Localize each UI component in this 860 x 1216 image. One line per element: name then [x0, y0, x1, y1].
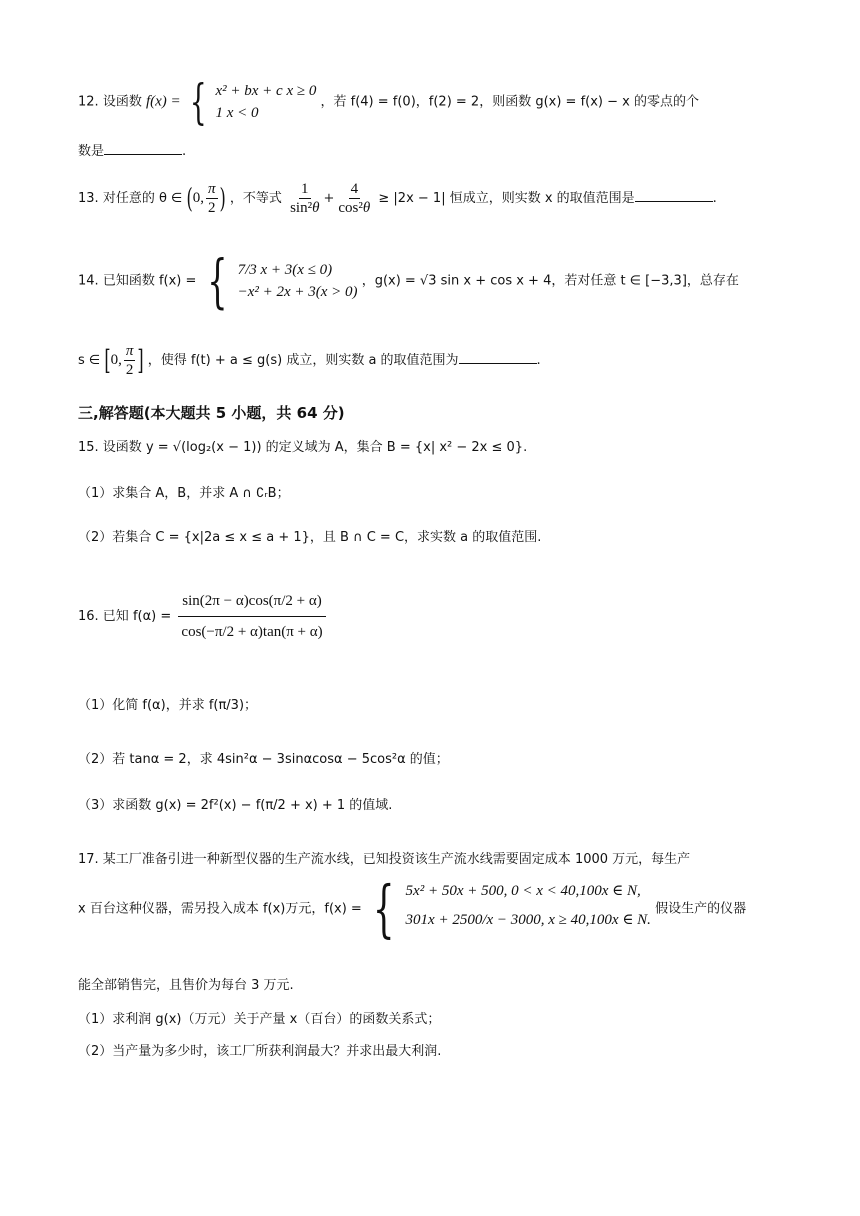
- q13-end: .: [712, 191, 717, 206]
- question-12: 12. 设函数 f(x) = { x² + bx + c x ≥ 0 1 x < 0 ，若 f(4) = f(0)，f(2) = 2，则函数 g(x) = f(x) − x 的零点的个: [78, 74, 699, 130]
- q16-part-3: （3）求函数 g(x) = 2f²(x) − f(π/2 + x) + 1 的值域.: [78, 798, 393, 813]
- q17-text-2a: x 百台这种仪器，需另投入成本 f(x)万元，f(x) =: [78, 901, 362, 917]
- q16-denominator: cos(−π/2 + α)tan(π + α): [181, 624, 323, 640]
- q14-text-2: ，g(x) = √3 sin x + cos x + 4，若对任意 t ∈ [−3,3]，总存在: [361, 273, 739, 289]
- answer-blank: [635, 189, 713, 202]
- q17-case-2: 301x + 2500/x − 3000, x ≥ 40,100x ∈ N.: [405, 912, 651, 929]
- q15-part-2: （2）若集合 C = {x|2a ≤ x ≤ a + 1}，且 B ∩ C = C，求实数 a 的取值范围.: [78, 530, 542, 545]
- q14-end: .: [536, 353, 541, 368]
- q12-end: .: [182, 144, 187, 159]
- q16-number: 16. 已知 f(α) =: [78, 609, 172, 624]
- question-16: [78, 586, 329, 647]
- question-14-cont: s ∈ [0, $\frac{\pi}{2}$ ] ，使得 f(t) + a ≤ g(s) 成立，则实数 a 的取值范围为 .: [78, 343, 541, 378]
- q16-part-1: （1）化简 f(α)，并求 f(π/3)；: [78, 698, 258, 713]
- q17-part-2: （2）当产量为多少时，该工厂所获利润最大？并求出最大利润.: [78, 1044, 442, 1059]
- question-13: 13. 对任意的 θ ∈ (0, $\frac{\pi}{2}$ ) ，不等式 $\frac{1}{\text{sin²θ}}$ + $\frac{4}{\text{cos²θ}}$ ≥ |2x − 1| 恒成立，则实数 x 的取值范围是 .: [78, 181, 717, 216]
- q12-case-1: x² + bx + c x ≥ 0: [215, 82, 317, 99]
- q14-case-1: 7/3 x + 3(x ≤ 0): [237, 261, 333, 278]
- q15-stem: 15. 设函数 y = √(log₂(x − 1)) 的定义域为 A，集合 B = {x| x² − 2x ≤ 0}.: [78, 440, 528, 455]
- q13-text-1: 对任意的 θ ∈: [102, 191, 183, 206]
- q12-cases: [216, 80, 317, 125]
- q16-part-2: （2）若 tanα = 2，求 4sin²α − 3sinαcosα − 5cos²α 的值；: [78, 752, 449, 767]
- q12-text-3: 数是: [78, 144, 105, 159]
- q17-text-2b: 假设生产的仪器: [655, 901, 747, 917]
- q12-number: 12.: [78, 94, 99, 110]
- q15-part-1: （1）求集合 A，B，并求 A ∩ ∁ᵣB；: [78, 486, 290, 501]
- q14-number: 14.: [78, 273, 99, 289]
- q12-text-2: ，若 f(4) = f(0)，f(2) = 2，则函数 g(x) = f(x) − x 的零点的个: [320, 94, 699, 110]
- q14-text-3: s ∈: [78, 353, 101, 368]
- q17-case-1: 5x² + 50x + 500, 0 < x < 40,100x ∈ N,: [405, 882, 641, 899]
- q16-numerator: sin(2π − α)cos(π/2 + α): [178, 586, 325, 617]
- q12-case-2: 1 x < 0: [215, 105, 259, 121]
- q14-cases: [238, 259, 358, 304]
- answer-blank: [459, 351, 537, 364]
- q17-part-1: （1）求利润 g(x)（万元）关于产量 x（百台）的函数关系式；: [78, 1012, 441, 1027]
- q13-text-2: ，不等式: [229, 191, 282, 206]
- question-14: 14. 已知函数 f(x) = { 7/3 x + 3(x ≤ 0) −x² + 2x + 3(x > 0) ，g(x) = √3 sin x + cos x + 4，若对任意 t ∈ [−3,3]，总存在: [78, 247, 739, 315]
- answer-blank: [104, 142, 182, 155]
- q14-text-4: ，使得 f(t) + a ≤ g(s) 成立，则实数 a 的取值范围为: [147, 353, 459, 368]
- q12-text-1: 设函数: [102, 94, 142, 110]
- q17-line-1: 17. 某工厂准备引进一种新型仪器的生产流水线，已知投资该生产流水线需要固定成本 1000 万元，每生产: [78, 852, 691, 867]
- q13-text-3: ≥ |2x − 1| 恒成立，则实数 x 的取值范围是: [378, 191, 635, 206]
- q14-text-1: 已知函数 f(x) =: [102, 273, 197, 289]
- q17-line-2: x 百台这种仪器，需另投入成本 f(x)万元，f(x) = { 5x² + 50x + 500, 0 < x < 40,100x ∈ N, 301x + 2500/x − 3000, x ≥ 40,100x ∈ N. 假设生产的仪器: [78, 872, 747, 945]
- question-12-cont: [78, 142, 186, 161]
- q17-line-3: 能全部销售完，且售价为每台 3 万元.: [78, 978, 294, 993]
- section-3-heading: 三,解答题(本大题共 5 小题，共 64 分): [78, 404, 345, 422]
- q17-cases: [406, 880, 651, 939]
- q14-case-2: −x² + 2x + 3(x > 0): [237, 284, 358, 300]
- q13-number: 13.: [78, 191, 99, 206]
